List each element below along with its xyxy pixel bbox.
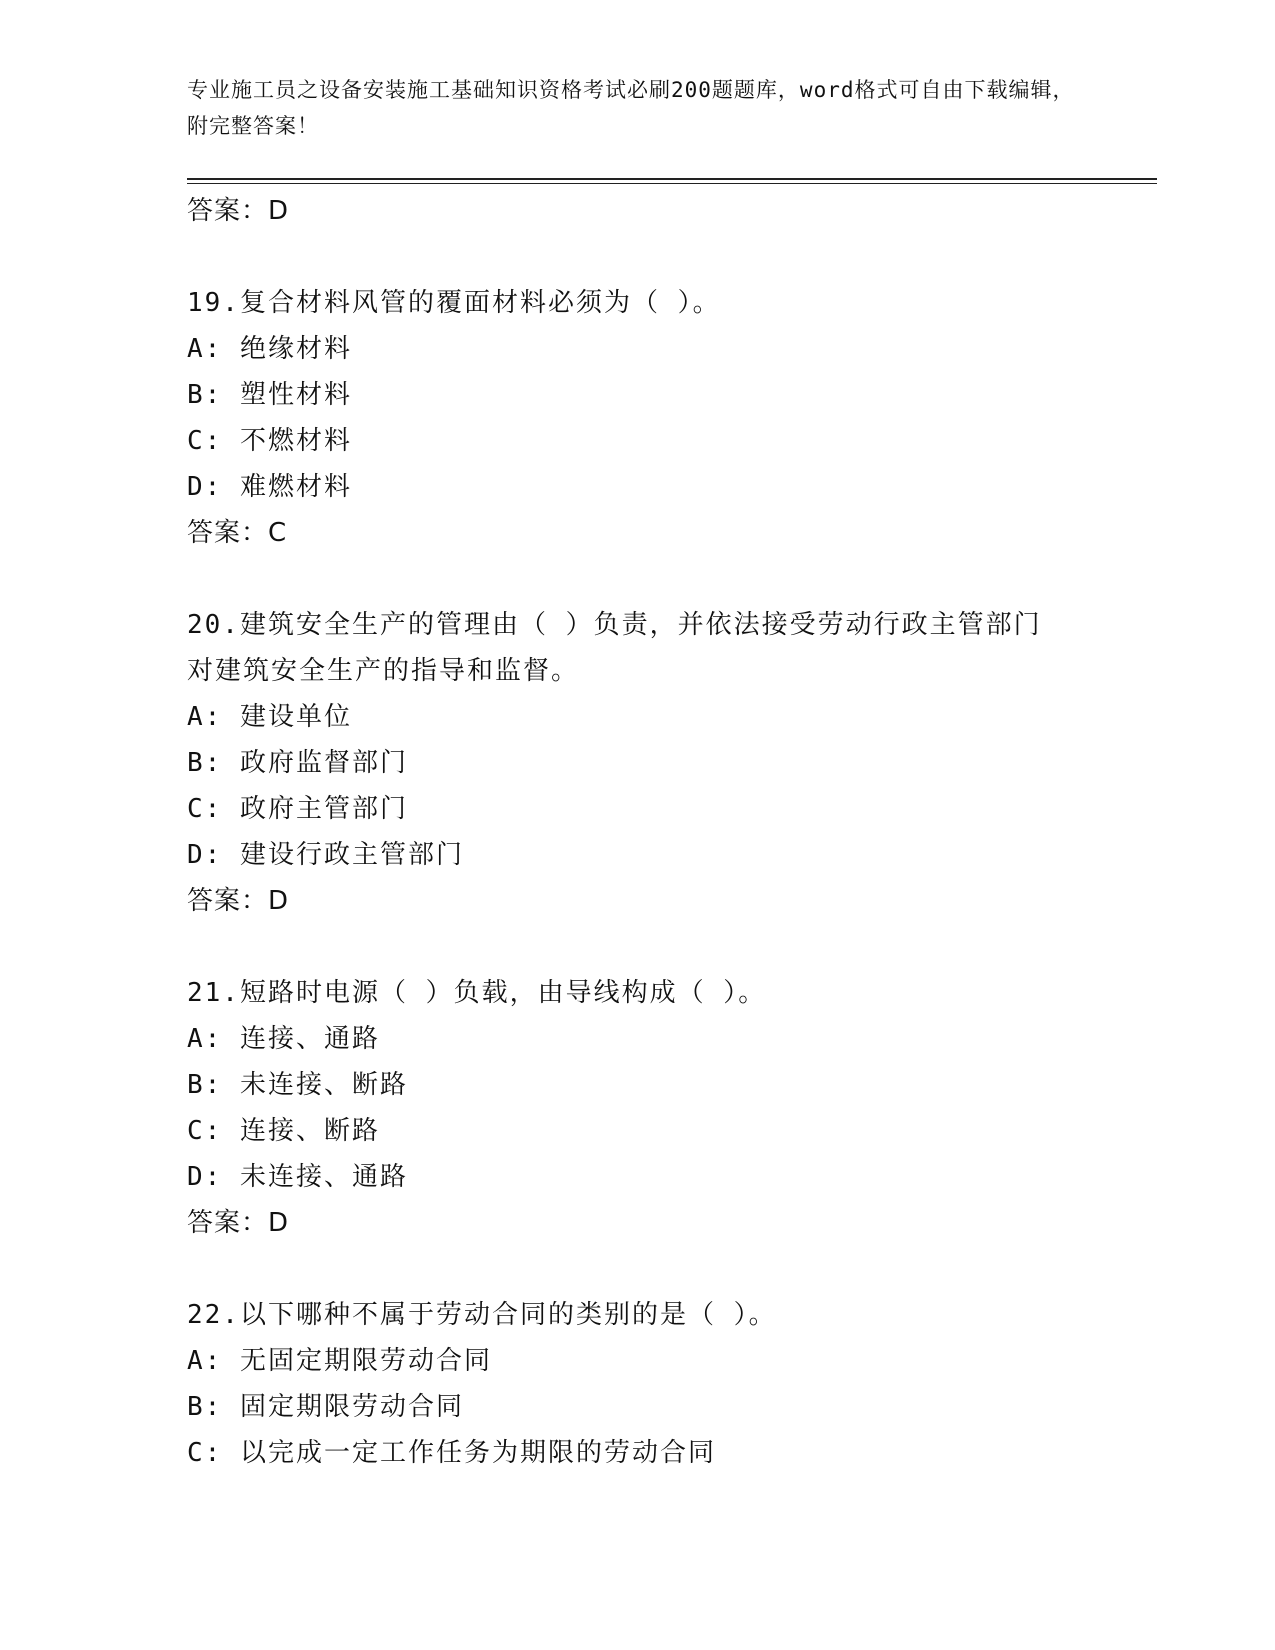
question-stem-continued: 对建筑安全生产的指导和监督。 <box>187 656 580 686</box>
option-a: A: 建设单位 <box>187 702 352 732</box>
option-c: C: 以完成一定工作任务为期限的劳动合同 <box>187 1438 716 1468</box>
question-20 <box>187 602 1087 924</box>
option-d: D: 未连接、通路 <box>187 1162 408 1192</box>
question-stem: 20.建筑安全生产的管理由（ ）负责，并依法接受劳动行政主管部门 <box>187 610 1042 640</box>
option-c: C: 不燃材料 <box>187 426 352 456</box>
question-list <box>187 188 1087 1476</box>
header-divider-thin <box>187 183 1157 184</box>
document-header: 专业施工员之设备安装施工基础知识资格考试必刷200题题库，word格式可自由下载编辑，附完整答案！ <box>187 78 1075 138</box>
question-21 <box>187 970 1087 1246</box>
option-a: A: 连接、通路 <box>187 1024 380 1054</box>
option-b: B: 固定期限劳动合同 <box>187 1392 464 1422</box>
question-22 <box>187 1292 1087 1476</box>
option-a: A: 无固定期限劳动合同 <box>187 1346 492 1376</box>
option-b: B: 未连接、断路 <box>187 1070 408 1100</box>
question-stem: 19.复合材料风管的覆面材料必须为（ ）。 <box>187 288 721 318</box>
answer-label: 答案：D <box>187 196 290 226</box>
question-19 <box>187 280 1087 556</box>
option-b: B: 塑性材料 <box>187 380 352 410</box>
question-stem: 22.以下哪种不属于劳动合同的类别的是（ ）。 <box>187 1300 777 1330</box>
option-b: B: 政府监督部门 <box>187 748 408 778</box>
answer-label: 答案：D <box>187 1208 290 1238</box>
option-a: A: 绝缘材料 <box>187 334 352 364</box>
answer-label: 答案：C <box>187 518 288 548</box>
option-c: C: 连接、断路 <box>187 1116 380 1146</box>
option-d: D: 难燃材料 <box>187 472 352 502</box>
option-c: C: 政府主管部门 <box>187 794 408 824</box>
option-d: D: 建设行政主管部门 <box>187 840 464 870</box>
header-divider <box>187 178 1157 180</box>
answer-label: 答案：D <box>187 886 290 916</box>
question-stem: 21.短路时电源（ ）负载，由导线构成（ ）。 <box>187 978 767 1008</box>
